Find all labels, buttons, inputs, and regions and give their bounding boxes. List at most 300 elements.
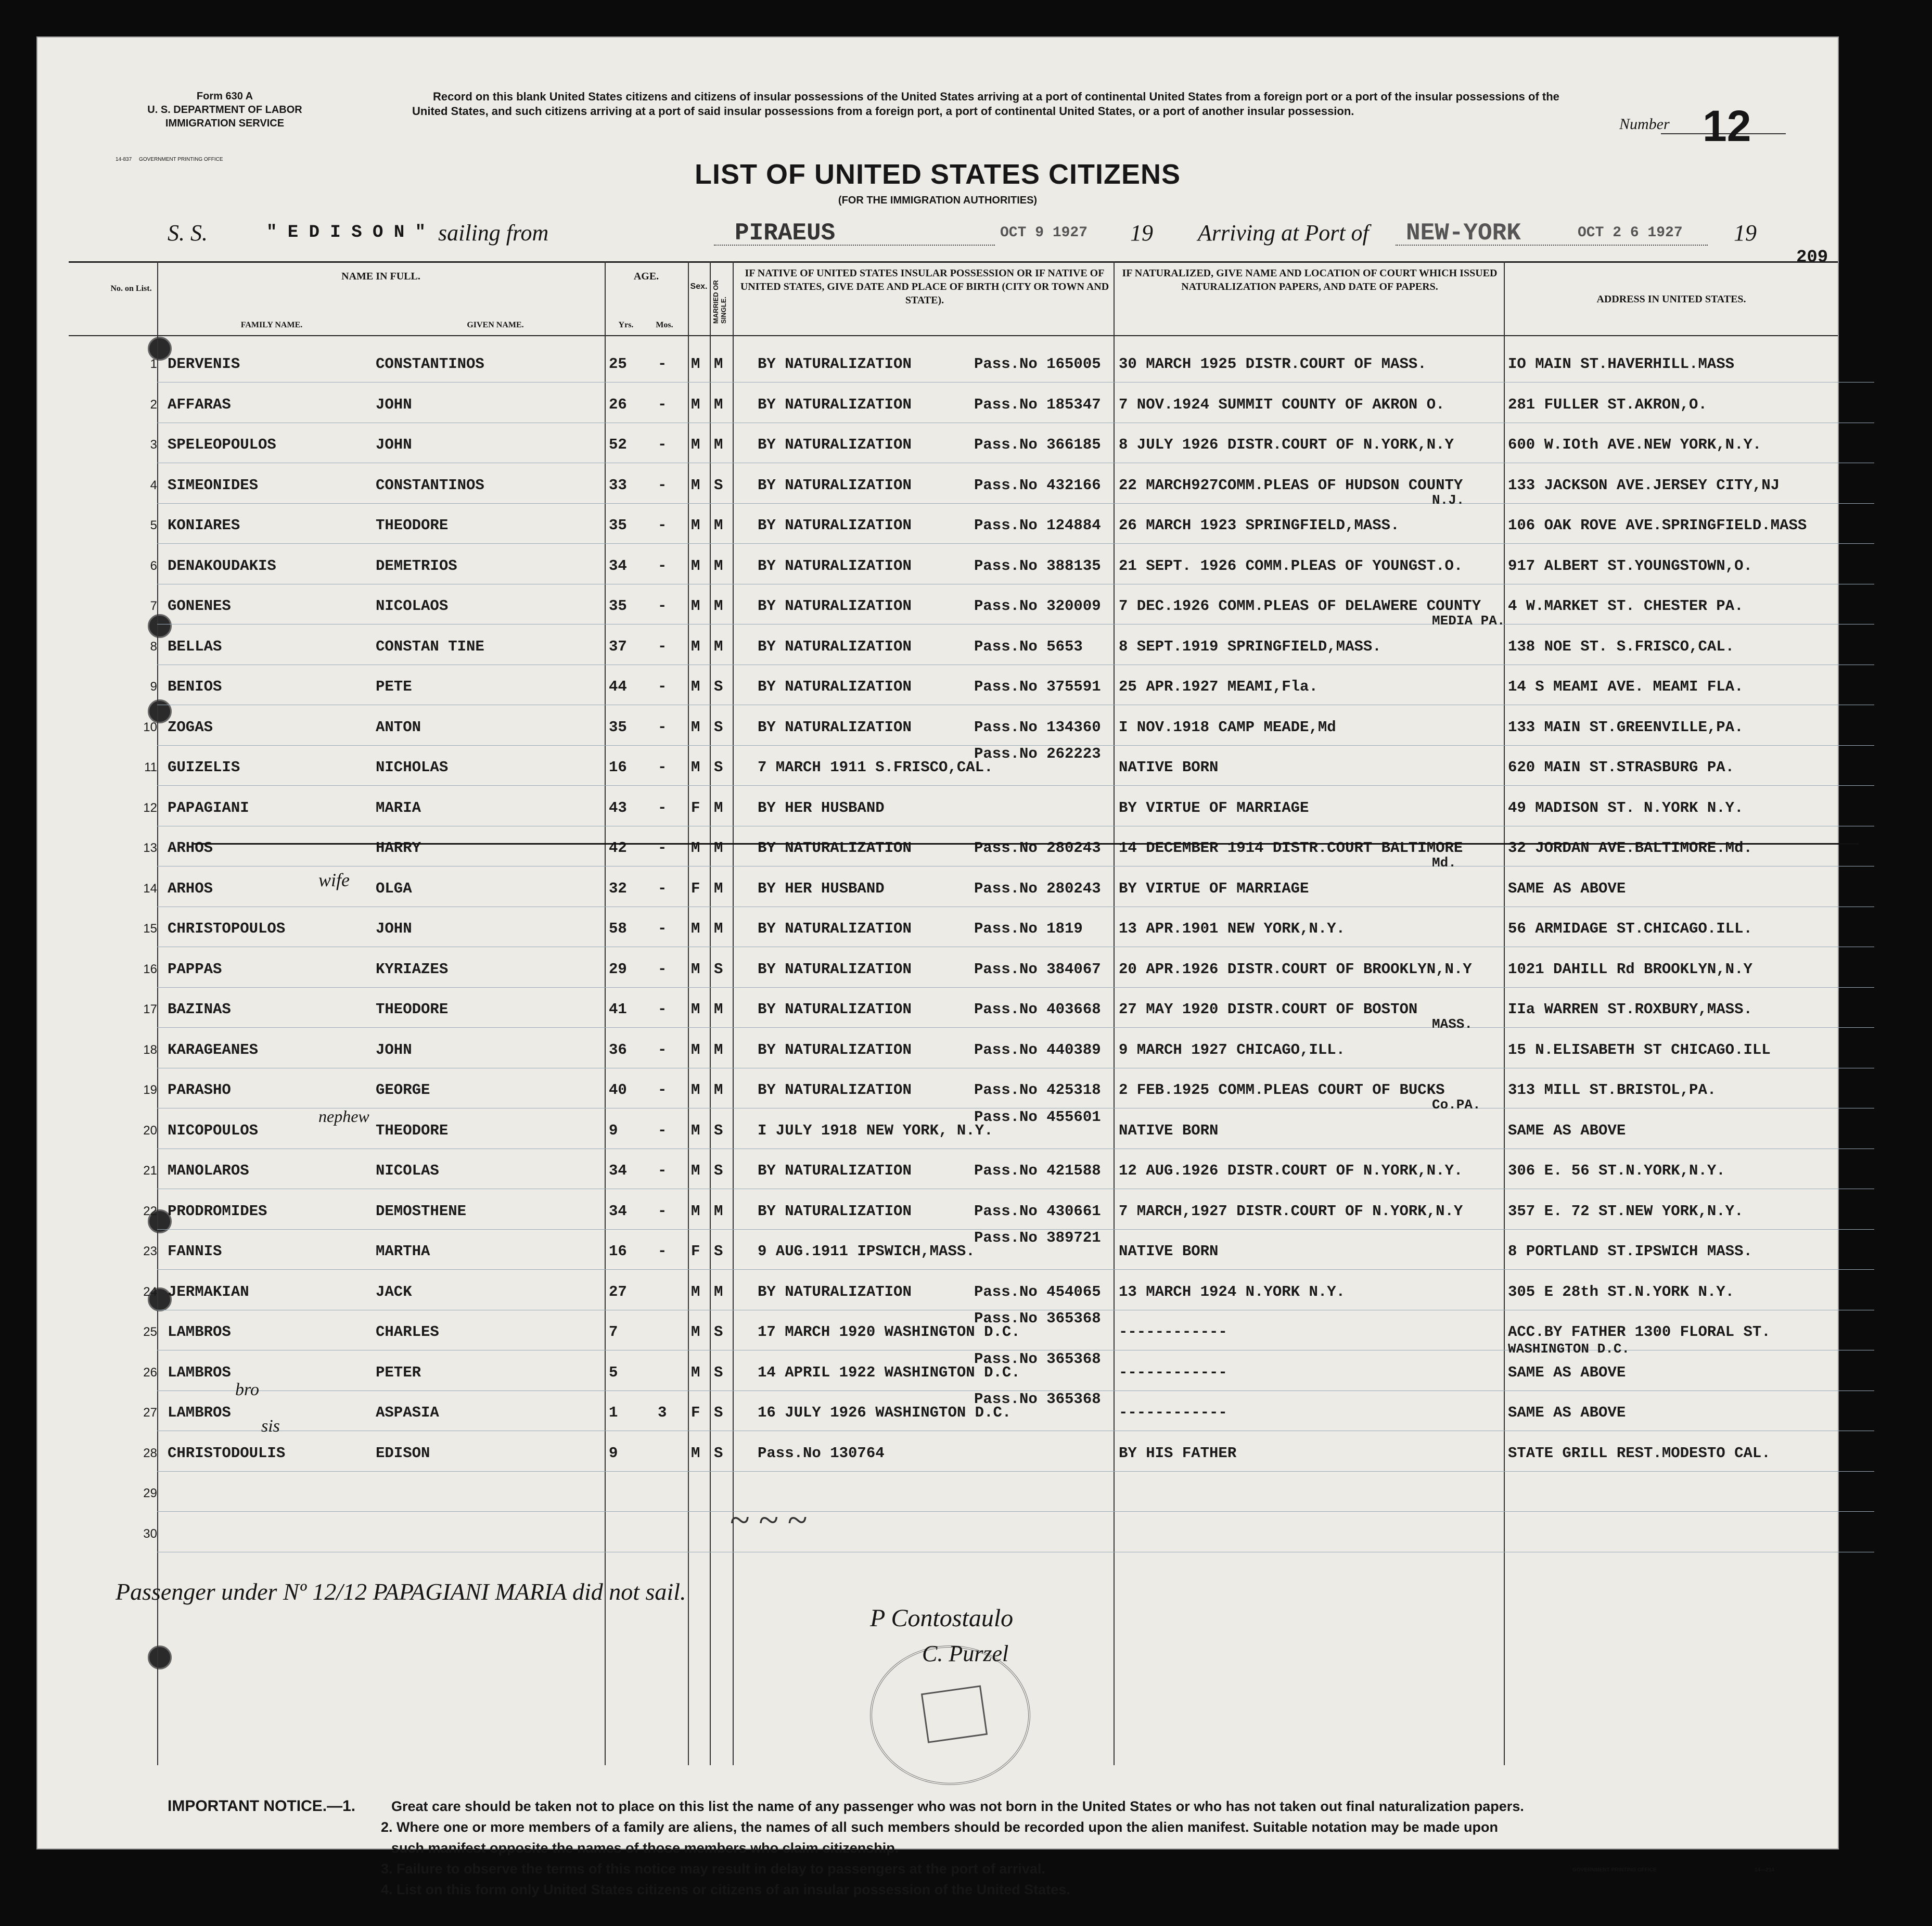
sex: M [691,517,700,534]
passport-number: Pass.No 388135 [974,557,1101,575]
sex: M [691,920,700,937]
ship-name: " E D I S O N " [266,223,426,243]
birth-info: BY HER HUSBAND [758,799,885,817]
given-name: EDISON [376,1444,430,1462]
sex: M [691,678,700,695]
col-birth: IF NATIVE OF UNITED STATES INSULAR POSSESSION OR IF NATIVE OF UNITED STATES, GIVE DATE AND PLACE OF BIRTH (CITY OR TOWN AND STATE). [740,267,1109,306]
married-single: M [714,597,723,615]
married-single: M [714,355,723,373]
naturalization-info: 27 MAY 1920 DISTR.COURT OF BOSTON [1119,1001,1418,1018]
family-name: KARAGEANES [168,1041,259,1058]
manifest-sheet: Form 630 A U. S. DEPARTMENT OF LABOR IMMIGRATION SERVICE 14-837 GOVERNMENT PRINTING OFFICE Record on this blank United States citizens and citizens of insular possessions of the United States arriving at a port of continental United States from a foreign port or a port of the insular possessions of the United States, and such citizens arriving at a port of said insular possessions from a foreign port, a port of continental United States, or a port of another insular possession. Number 12 LIST OF UNITED STATES CITIZENS (FOR THE IMMIGRATION AUTHORITIES) S. S. " E D I S O N " sailing from PIRAEUS OCT 9 1927 19 Arriving at Port of NEW-YORK OCT 2 6 1927 19 209 No. on List. NAME IN FULL. FAMILY NAME. GIVEN NAME. AGE. Yrs. Mos. Sex. MARRIED OR SINGLE. IF NATIVE OF UNITED STATES INSULAR POSSESSION OR IF NATIVE OF UNITED STATES, GIVE DATE AND PLACE OF BIRTH (CITY OR TOWN AND STATE). IF NATURALIZED, GIVE NAME AND LOCATION OF COURT WHICH ISSUED NATURALIZATION PAPERS, AND DATE OF PAPERS. ADDRESS IN UNITED STATES. 1 DERVENIS CONSTANTINOS 25 - M M BY NATURALIZATION Pass.No 165005 30 MARCH 1925 DISTR.COURT OF MASS. IO MAIN ST.HAVERHILL.MASS 2 AFFARAS JOHN 26 - M M BY NATURALIZATION Pass.No 185347 7 NOV.1924 SUMMIT COUNTY OF AKRON O. 281 FULLER ST.AKRON,O. 3 SPELEOPOULOS JOHN 52 - M M BY NATURALIZATION Pass.No 366185 8 JULY 1926 DISTR.COURT OF N.YORK,N.Y 600 W.IOth AVE.NEW YORK,N.Y. 4 SIMEONIDES CONSTANTINOS 33 - M S BY NATURALIZATION Pass.No 432166 22 MARCH927COMM.PLEAS OF HUDSON COUNTY N.J. 133 JACKSON AVE.JERSEY CITY,NJ 5 KONIARES THEODORE 35 - M M BY NATURALIZATION Pass.No 124884 26 MARCH 1923 SPRINGFIELD,MASS. 106 OAK ROVE AVE.SPRINGFIELD.MASS 6 DENAKOUDAKIS DEMETRIOS 34 - M M BY NATURALIZATION Pass.No 388135 21 SEPT. 1926 COMM.PLEAS OF YOUNGST.O. 917 ALBERT ST.YOUNGSTOWN,O. 7 GONENES NICOLAOS 35 - M M BY NATURALIZATION Pass.No 320009 7 DEC.1926 COMM.PLEAS OF DELAWERE COUNTY MEDIA PA. 4 W.MARKET ST. CHESTER PA. 8 BELLAS CONSTAN TINE 37 - M M BY NATURALIZATION Pass.No 5653 8 SEPT.1919 SPRINGFIELD,MASS. 138 NOE ST. S.FRISCO,CAL. 9 BENIOS PETE 44 - M S BY NATURALIZATION Pass.No 375591 25 APR.1927 MEAMI,Fla. 14 S MEAMI AVE. MEAMI FLA. 10 ZOGAS ANTON 35 - M S BY NATURALIZATION Pass.No 134360 I NOV.1918 CAMP MEADE,Md 133 MAIN ST.GREENVILLE,PA. 11 GUIZELIS NICHOLAS 16 - M S 7 MARCH 1911 S.FRISCO,CAL. Pass.No 262223 NATIVE BORN 620 MAIN ST.STRASBURG PA. 12 PAPAGIANI MARIA 43 - F M BY HER HUSBAND BY VIRTUE OF MARRIAGE 49 MADISON ST. N.YORK N.Y. 13 ARHOS HARRY 42 - M M BY NATURALIZATION Pass.No 280243 14 DECEMBER 1914 DISTR.COURT BALTIMORE Md. 32 JORDAN AVE.BALTIMORE.Md. 14 ARHOS OLGA 32 - F M BY HER HUSBAND Pass.No 280243 BY VIRTUE OF MARRIAGE SAME AS ABOVE 15 CHRISTOPOULOS JOHN 58 - M M BY NATURALIZATION Pass.No 1819 13 APR.1901 NEW YORK,N.Y. 56 ARMIDAGE ST.CHICAGO.ILL. 16 PAPPAS KYRIAZES 29 - M S BY NATURALIZATION Pass.No 384067 20 APR.1926 DISTR.COURT OF BROOKLYN,N.Y 1021 DAHILL Rd BROOKLYN,N.Y 17 BAZINAS THEODORE 41 - M M BY NATURALIZATION Pass.No 403668 27 MAY 1920 DISTR.COURT OF BOSTON MASS. IIa WARREN ST.ROXBURY,MASS. 18 KARAGEANES JOHN 36 - M M BY NATURALIZATION Pass.No 440389 9 MARCH 1927 CHICAGO,ILL. 15 N.ELISABETH ST CHICAGO.ILL 19 PARASHO GEORGE 40 - M M BY NATURALIZATION Pass.No 425318 2 FEB.1925 COMM.PLEAS COURT OF BUCKS Co.PA. 313 MILL ST.BRISTOL,PA. 20 NICOPOULOS THEODORE 9 - M S I JULY 1918 NEW YORK, N.Y. Pass.No 455601 NATIVE BORN SAME AS ABOVE 21 MANOLAROS NICOLAS 34 - M S BY NATURALIZATION Pass.No 421588 12 AUG.1926 DISTR.COURT OF N.YORK,N.Y. 306 E. 56 ST.N.YORK,N.Y. 22 PRODROMIDES DEMOSTHENE 34 - M M BY NATURALIZATION Pass.No 430661 7 MARCH,1927 DISTR.COURT OF N.YORK,N.Y 357 E. 72 ST.NEW YORK,N.Y. 23 FANNIS MARTHA 16 - F S 9 AUG.1911 IPSWICH,MASS. Pass.No 389721 NATIVE BORN 8 PORTLAND ST.IPSWICH MASS. 24 JERMAKIAN JACK 27 M M BY NATURALIZATION Pass.No 454065 13 MARCH 1924 N.YORK N.Y. 305 E 28th ST.N.YORK N.Y. 25 LAMBROS CHARLES 7 M S 17 MARCH 1920 WASHINGTON D.C. Pass.No 365368 ------------ ACC.BY FATHER 1300 FLORAL ST. WASHINGTON D.C. 26 LAMBROS PETER 5 M S 14 APRIL 1922 WASHINGTON D.C. Pass.No 365368 ------------ SAME AS ABOVE 27 LAMBROS ASPASIA 1 3 F S 16 JULY 1926 WASHINGTON D.C. Pass.No 365368 ------------ SAME AS ABOVE 28 CHRISTODOULIS EDISON 9 M S Pass.No 130764 BY HIS FATHER STATE GRILL REST.MODESTO CAL. 29 30 wife nephew bro sis ~ ~ ~ P Contostaulo C. Purzel Passenger under Nº 12/12 PAPAGIANI MARIA did not sail. IMPORTANT NOTICE.—1. Great care should be taken not to place on this list the name of any passenger who was not born in the United States or who has not taken out final naturalization papers. 2. Where one or more members of a family are aliens, the names of all such members should be recorded upon the alien manifest. Suitable notation may be made upon such manifest opposite the names of those members who claim citizenship. 3. Failure to observe the terms of this notice may result in delay to passengers at the port of arrival. 4. List on this form only United States citizens or citizens of an insular possession of the United States. GOVERNMENT PRINTING OFFICE 14—214 [36,36,1839,1850]
address: 56 ARMIDAGE ST.CHICAGO.ILL. [1508,920,1752,937]
age-years: 26 [609,396,627,413]
married-single: S [714,678,723,695]
col-naturalization: IF NATURALIZED, GIVE NAME AND LOCATION OF COURT WHICH ISSUED NATURALIZATION PAPERS, AND DATE OF PAPERS. [1122,267,1498,292]
family-name: PARASHO [168,1081,231,1099]
row-number: 28 [143,1446,157,1460]
address: SAME AS ABOVE [1508,1363,1626,1381]
given-name: PETE [376,678,412,695]
age-years: 34 [609,557,627,575]
family-name: ARHOS [168,879,213,897]
row-number: 19 [143,1083,157,1097]
family-name: AFFARAS [168,396,231,413]
col-age: AGE. [633,271,659,282]
col-mos: Mos. [656,321,673,329]
married-single: M [714,879,723,897]
married-single: M [714,637,723,655]
form-number: Form 630 A [196,91,253,102]
naturalization-info: ------------ [1119,1363,1227,1381]
naturalization-info: NATIVE BORN [1119,759,1219,776]
passport-number: Pass.No 320009 [974,597,1101,615]
birth-info: BY NATURALIZATION [758,476,912,494]
address: 138 NOE ST. S.FRISCO,CAL. [1508,637,1735,655]
married-single: M [714,1283,723,1300]
naturalization-info: 25 APR.1927 MEAMI,Fla. [1119,678,1318,695]
age-months: - [658,1121,667,1139]
given-name: NICOLAOS [376,597,449,615]
age-years: 36 [609,1041,627,1058]
address: 133 JACKSON AVE.JERSEY CITY,NJ [1508,476,1780,494]
birth-info: 16 JULY 1926 WASHINGTON D.C. [758,1404,1012,1421]
passport-number: Pass.No 280243 [974,879,1101,897]
given-name: KYRIAZES [376,960,449,978]
naturalization-info: 21 SEPT. 1926 COMM.PLEAS OF YOUNGST.O. [1119,557,1463,575]
married-single: M [714,1001,723,1018]
sex: M [691,1444,700,1462]
row-number: 3 [150,438,157,452]
age-months: - [658,436,667,453]
naturalization-info: 8 JULY 1926 DISTR.COURT OF N.YORK,N.Y [1119,436,1454,453]
birth-info: BY NATURALIZATION [758,1202,912,1220]
naturalization-info-2: MASS. [1432,1016,1473,1032]
given-name: CONSTANTINOS [376,355,484,373]
row-number: 12 [143,800,157,815]
address: 32 JORDAN AVE.BALTIMORE.Md. [1508,839,1752,857]
notice-item-4: 4. List on this form only United States citizens or citizens of an insular possession of the United States. [381,1882,1070,1897]
family-name: LAMBROS [168,1363,231,1381]
given-name: NICOLAS [376,1162,439,1179]
age-years: 34 [609,1202,627,1220]
notice-item-3: 3. Failure to observe the terms of this notice may result in delay to passengers at the port of arrival. [381,1861,1045,1877]
punch-hole-icon [148,614,172,638]
age-years: 52 [609,436,627,453]
given-name: JOHN [376,436,412,453]
service-name: IMMIGRATION SERVICE [165,118,285,129]
row-number: 2 [150,397,157,412]
sex: M [691,476,700,494]
row-number: 7 [150,599,157,613]
passport-number: Pass.No 440389 [974,1041,1101,1058]
given-name: MARTHA [376,1243,430,1260]
given-name: HARRY [376,839,421,857]
departure-stamp: OCT 9 1927 [1000,225,1088,241]
married-single: S [714,1363,723,1381]
notice-item-2b: such manifest opposite the names of those members who claim citizenship. [391,1840,899,1856]
married-single: M [714,396,723,413]
row-number: 23 [143,1244,157,1258]
age-years: 9 [609,1444,618,1462]
naturalization-info: 8 SEPT.1919 SPRINGFIELD,MASS. [1119,637,1381,655]
department-name: U. S. DEPARTMENT OF LABOR [147,104,302,116]
age-years: 37 [609,637,627,655]
naturalization-info: 13 MARCH 1924 N.YORK N.Y. [1119,1283,1346,1300]
sex: M [691,637,700,655]
notice-item-2: 2. Where one or more members of a family are aliens, the names of all such members should be recorded upon the alien manifest. Suitable notation may be made upon [381,1819,1499,1835]
family-name: BELLAS [168,637,222,655]
naturalization-info: 2 FEB.1925 COMM.PLEAS COURT OF BUCKS [1119,1081,1445,1099]
family-name: BAZINAS [168,1001,231,1018]
given-name: PETER [376,1363,421,1381]
address: ACC.BY FATHER 1300 FLORAL ST. [1508,1323,1771,1341]
col-name-in-full: NAME IN FULL. [341,271,420,282]
given-name: THEODORE [376,1001,449,1018]
address-2: WASHINGTON D.C. [1508,1341,1630,1357]
age-years: 27 [609,1283,627,1300]
family-name: FANNIS [168,1243,222,1260]
birth-info: BY NATURALIZATION [758,355,912,373]
family-name: SIMEONIDES [168,476,259,494]
signature-1: P Contostaulo [870,1604,1014,1632]
passport-number: Pass.No 389721 [974,1229,1101,1246]
age-months: - [658,1162,667,1179]
passport-number: Pass.No 134360 [974,718,1101,736]
port-arrival: NEW-YORK [1406,220,1521,247]
birth-info: BY NATURALIZATION [758,678,912,695]
given-name: JACK [376,1283,412,1300]
family-name: KONIARES [168,517,240,534]
sex: M [691,1001,700,1018]
arriving-label: Arriving at Port of [1198,220,1369,246]
naturalization-info: 14 DECEMBER 1914 DISTR.COURT BALTIMORE [1119,839,1463,857]
row-number: 9 [150,680,157,694]
arrival-stamp: OCT 2 6 1927 [1578,225,1683,241]
sex: M [691,718,700,736]
sex: F [691,879,700,897]
voyage-line [168,220,1833,251]
family-name: LAMBROS [168,1323,231,1341]
age-years: 41 [609,1001,627,1018]
age-months: - [658,839,667,857]
row-number: 5 [150,518,157,532]
given-name: GEORGE [376,1081,430,1099]
address: 133 MAIN ST.GREENVILLE,PA. [1508,718,1744,736]
naturalization-info: 30 MARCH 1925 DISTR.COURT OF MASS. [1119,355,1427,373]
married-single: S [714,1323,723,1341]
passport-number: Pass.No 384067 [974,960,1101,978]
age-months: - [658,557,667,575]
family-name: PAPAGIANI [168,799,249,817]
birth-info: 14 APRIL 1922 WASHINGTON D.C. [758,1363,1020,1381]
col-sex: Sex. [690,282,708,291]
page-subtitle: (FOR THE IMMIGRATION AUTHORITIES) [838,195,1038,206]
naturalization-info: 7 NOV.1924 SUMMIT COUNTY OF AKRON O. [1119,396,1445,413]
address: 357 E. 72 ST.NEW YORK,N.Y. [1508,1202,1744,1220]
naturalization-info: 7 MARCH,1927 DISTR.COURT OF N.YORK,N.Y [1119,1202,1463,1220]
married-single: S [714,960,723,978]
passport-number: Pass.No 124884 [974,517,1101,534]
row-number: 8 [150,639,157,654]
list-number: 12 [1703,101,1751,150]
address: IIa WARREN ST.ROXBURY,MASS. [1508,1001,1752,1018]
married-single: M [714,517,723,534]
address: SAME AS ABOVE [1508,1404,1626,1421]
sex: M [691,1283,700,1300]
age-years: 25 [609,355,627,373]
col-given-name: GIVEN NAME. [467,321,524,329]
punch-hole-icon [148,1646,172,1669]
naturalization-info-2: MEDIA PA. [1432,613,1505,629]
address: 917 ALBERT ST.YOUNGSTOWN,O. [1508,557,1752,575]
naturalization-info: BY VIRTUE OF MARRIAGE [1119,879,1309,897]
passport-number: Pass.No 365368 [974,1310,1101,1327]
sex: M [691,1202,700,1220]
notice-item-1: Great care should be taken not to place on this list the name of any passenger who was not born in the United States or who has not taken out final naturalization papers. [391,1799,1524,1814]
birth-info: BY NATURALIZATION [758,960,912,978]
naturalization-info-2: N.J. [1432,492,1465,508]
passport-number: Pass.No 403668 [974,1001,1101,1018]
birth-info: BY NATURALIZATION [758,1283,912,1300]
family-name: GONENES [168,597,231,615]
form-identifier [116,90,334,167]
married-single: S [714,1121,723,1139]
family-name: PAPPAS [168,960,222,978]
address: 1021 DAHILL Rd BROOKLYN,N.Y [1508,960,1752,978]
family-name: SPELEOPOULOS [168,436,276,453]
given-name: MARIA [376,799,421,817]
passport-number: Pass.No 375591 [974,678,1101,695]
birth-info: BY NATURALIZATION [758,839,912,857]
family-name: PRODROMIDES [168,1202,267,1220]
birth-info: BY NATURALIZATION [758,920,912,937]
ss-label: S. S. [168,220,208,246]
birth-info: BY NATURALIZATION [758,1081,912,1099]
passport-number: Pass.No 280243 [974,839,1101,857]
family-name: BENIOS [168,678,222,695]
passport-number: Pass.No 1819 [974,920,1083,937]
row-number: 17 [143,1002,157,1016]
married-single: M [714,920,723,937]
row-number: 15 [143,922,157,936]
naturalization-info: 12 AUG.1926 DISTR.COURT OF N.YORK,N.Y. [1119,1162,1463,1179]
age-months: - [658,920,667,937]
address: 620 MAIN ST.STRASBURG PA. [1508,759,1735,776]
age-years: 35 [609,517,627,534]
married-single: S [714,1243,723,1260]
sex: F [691,1243,700,1260]
naturalization-info-2: Co.PA. [1432,1097,1481,1113]
naturalization-info: BY VIRTUE OF MARRIAGE [1119,799,1309,817]
row-number: 10 [143,720,157,734]
age-years: 16 [609,1243,627,1260]
age-months: - [658,1243,667,1260]
sex: M [691,1081,700,1099]
age-months: - [658,597,667,615]
gpo-footer: GOVERNMENT PRINTING OFFICE [1572,1867,1657,1873]
naturalization-info: 9 MARCH 1927 CHICAGO,ILL. [1119,1041,1346,1058]
strike-through-row-12 [194,843,1859,845]
birth-info: Pass.No 130764 [758,1444,885,1462]
birth-info: I JULY 1918 NEW YORK, N.Y. [758,1121,993,1139]
age-months: - [658,1081,667,1099]
row-number: 1 [150,357,157,371]
age-years: 29 [609,960,627,978]
age-years: 44 [609,678,627,695]
sex: F [691,1404,700,1421]
sailing-from-label: sailing from [438,220,549,246]
family-name: JERMAKIAN [168,1283,249,1300]
naturalization-info: BY HIS FATHER [1119,1444,1237,1462]
age-months: - [658,1041,667,1058]
address: 306 E. 56 ST.N.YORK,N.Y. [1508,1162,1725,1179]
sex: M [691,597,700,615]
passport-number: Pass.No 432166 [974,476,1101,494]
age-months: - [658,355,667,373]
address: 600 W.IOth AVE.NEW YORK,N.Y. [1508,436,1762,453]
passport-number: Pass.No 365368 [974,1391,1101,1408]
sex: M [691,960,700,978]
sex: M [691,355,700,373]
sex: M [691,436,700,453]
row-number: 11 [144,760,157,774]
sex: M [691,839,700,857]
sex: M [691,759,700,776]
birth-info: BY NATURALIZATION [758,1162,912,1179]
passenger-note: Passenger under Nº 12/12 PAPAGIANI MARIA did not sail. [116,1578,686,1605]
col-yrs: Yrs. [618,321,634,329]
naturalization-info: NATIVE BORN [1119,1243,1219,1260]
naturalization-info: 20 APR.1926 DISTR.COURT OF BROOKLYN,N.Y [1119,960,1472,978]
sex: F [691,799,700,817]
row-number: 30 [143,1526,157,1541]
age-years: 40 [609,1081,627,1099]
naturalization-info-2: Md. [1432,855,1456,871]
row-number: 26 [143,1365,157,1380]
family-name: LAMBROS [168,1404,231,1421]
address: 305 E 28th ST.N.YORK N.Y. [1508,1283,1735,1300]
age-months: - [658,1001,667,1018]
signature-2: C. Purzel [922,1641,1009,1666]
age-years: 9 [609,1121,618,1139]
age-months: - [658,799,667,817]
page-number: 209 [1796,248,1828,267]
birth-info: BY NATURALIZATION [758,517,912,534]
age-years: 58 [609,920,627,937]
passport-number: Pass.No 365368 [974,1350,1101,1368]
address: IO MAIN ST.HAVERHILL.MASS [1508,355,1735,373]
age-years: 35 [609,718,627,736]
row-number: 13 [143,841,157,855]
birth-info: BY NATURALIZATION [758,436,912,453]
address: 281 FULLER ST.AKRON,O. [1508,396,1707,413]
passport-number: Pass.No 5653 [974,637,1083,655]
birth-info: 9 AUG.1911 IPSWICH,MASS. [758,1243,975,1260]
col-address: ADDRESS IN UNITED STATES. [1596,294,1746,305]
col-no: No. on List. [110,284,152,293]
naturalization-info: 7 DEC.1926 COMM.PLEAS OF DELAWERE COUNTY [1119,597,1481,615]
age-months: - [658,396,667,413]
address: 15 N.ELISABETH ST CHICAGO.ILL [1508,1041,1771,1058]
row-number: 16 [143,962,157,976]
given-name: DEMOSTHENE [376,1202,467,1220]
birth-info: BY NATURALIZATION [758,557,912,575]
col-married-single: MARRIED OR SINGLE. [712,280,727,324]
married-single: S [714,476,723,494]
age-months: - [658,517,667,534]
married-single: S [714,759,723,776]
family-name: DERVENIS [168,355,240,373]
row-number: 25 [143,1325,157,1339]
print-code: 14-837 [116,157,132,162]
passport-number: Pass.No 185347 [974,396,1101,413]
passport-number: Pass.No 454065 [974,1283,1101,1300]
married-single: M [714,839,723,857]
row-number: 24 [143,1284,157,1299]
passport-number: Pass.No 262223 [974,745,1101,762]
address: 14 S MEAMI AVE. MEAMI FLA. [1508,678,1744,695]
family-name: DENAKOUDAKIS [168,557,276,575]
married-single: S [714,1404,723,1421]
age-years: 33 [609,476,627,494]
age-years: 32 [609,879,627,897]
given-name: CONSTANTINOS [376,476,484,494]
naturalization-info: 22 MARCH927COMM.PLEAS OF HUDSON COUNTY [1119,476,1463,494]
naturalization-info: 13 APR.1901 NEW YORK,N.Y. [1119,920,1346,937]
family-name: MANOLAROS [168,1162,249,1179]
row-number: 29 [143,1486,157,1500]
given-name: CHARLES [376,1323,439,1341]
married-single: M [714,1041,723,1058]
sex: M [691,1041,700,1058]
number-label: Number [1619,116,1670,133]
given-name: JOHN [376,396,412,413]
birth-info: 7 MARCH 1911 S.FRISCO,CAL. [758,759,993,776]
col-family-name: FAMILY NAME. [240,321,303,329]
record-instructions: Record on this blank United States citizens and citizens of insular possessions of the United States arriving at a port of continental United States from a foreign port or a port of the insular possessions of the United States, and such citizens arriving at a port of said insular possessions from a foreign port, a port of continental United States, or a port of another insular possession. [412,90,1559,118]
family-name: ZOGAS [168,718,213,736]
birth-info: BY NATURALIZATION [758,396,912,413]
given-name: JOHN [376,920,412,937]
row-number: 6 [150,558,157,573]
print-office: GOVERNMENT PRINTING OFFICE [139,157,223,162]
age-months: - [658,759,667,776]
sex: M [691,396,700,413]
married-single: M [714,799,723,817]
passport-number: Pass.No 165005 [974,355,1101,373]
married-single: S [714,1162,723,1179]
passport-number: Pass.No 425318 [974,1081,1101,1099]
age-months: - [658,476,667,494]
age-years: 42 [609,839,627,857]
given-name: CONSTAN TINE [376,637,484,655]
birth-info: BY NATURALIZATION [758,597,912,615]
birth-info: BY NATURALIZATION [758,637,912,655]
family-name: CHRISTOPOULOS [168,920,286,937]
given-name: JOHN [376,1041,412,1058]
age-months: - [658,637,667,655]
given-name: THEODORE [376,517,449,534]
birth-info: BY NATURALIZATION [758,718,912,736]
birth-info: 17 MARCH 1920 WASHINGTON D.C. [758,1323,1020,1341]
family-name: GUIZELIS [168,759,240,776]
naturalization-info: ------------ [1119,1404,1227,1421]
age-years: 43 [609,799,627,817]
sex: M [691,1363,700,1381]
married-single: M [714,1081,723,1099]
row-number: 22 [143,1204,157,1218]
page-title: LIST OF UNITED STATES CITIZENS [695,159,1181,190]
